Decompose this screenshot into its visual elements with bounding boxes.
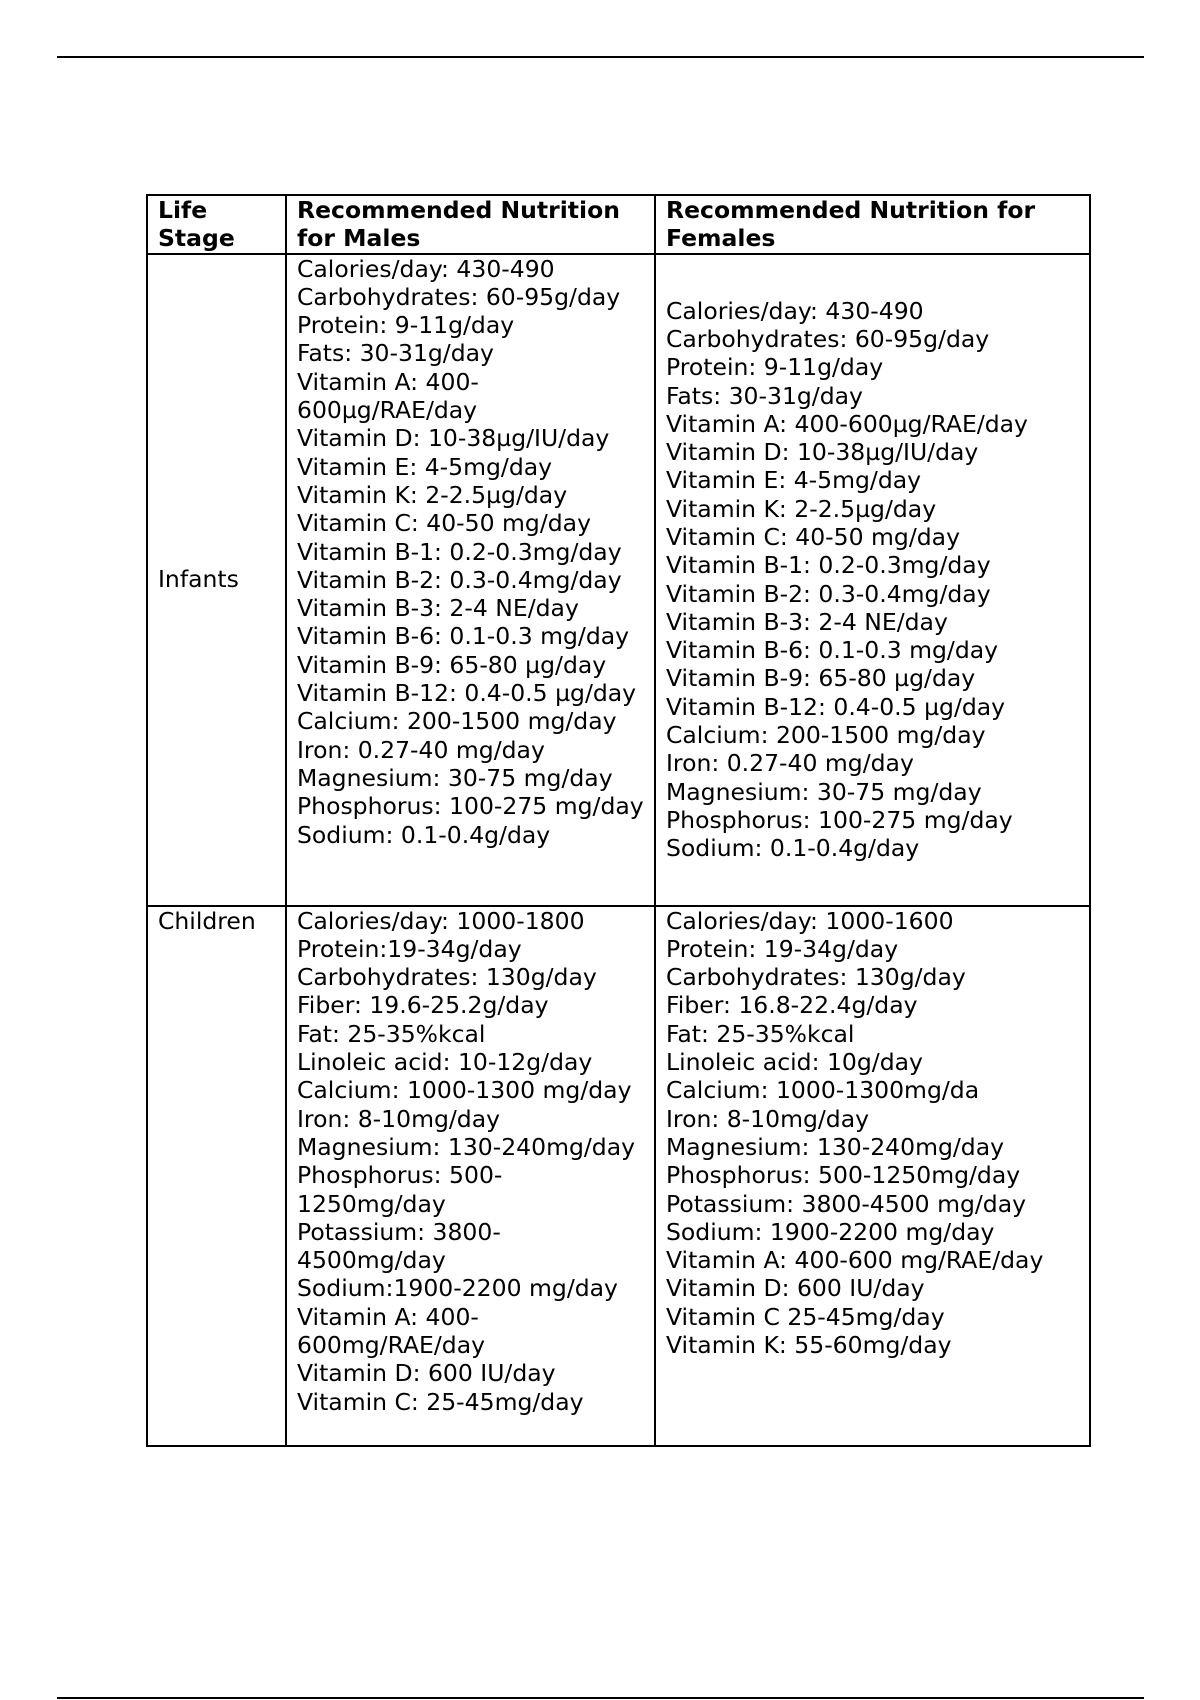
nutrient-line: Vitamin B-2: 0.3-0.4mg/day bbox=[297, 565, 622, 594]
nutrient-line: Linoleic acid: 10-12g/day bbox=[297, 1048, 593, 1077]
nutrient-line: Vitamin K: 55-60mg/day bbox=[666, 1331, 952, 1360]
nutrient-line: Linoleic acid: 10g/day bbox=[666, 1048, 923, 1077]
nutrient-line: Calcium: 200-1500 mg/day bbox=[297, 707, 617, 736]
nutrient-line: Calories/day: 430-490 bbox=[297, 254, 555, 283]
nutrient-line: Vitamin B-12: 0.4-0.5 µg/day bbox=[297, 679, 637, 708]
nutrient-line: Vitamin C: 25-45mg/day bbox=[297, 1387, 584, 1416]
nutrient-line: Phosphorus: 500-1250mg/day bbox=[666, 1161, 1021, 1190]
nutrient-line: Vitamin D: 10-38µg/IU/day bbox=[297, 424, 610, 453]
nutrient-line: Magnesium: 30-75 mg/day bbox=[666, 777, 982, 806]
nutrient-line: Vitamin B-1: 0.2-0.3mg/day bbox=[297, 537, 622, 566]
females-cell-infants bbox=[655, 254, 1090, 906]
nutrient-line: Vitamin A: 400-600µg/RAE/day bbox=[666, 409, 1028, 438]
header-life-stage: Life Stage bbox=[147, 195, 286, 254]
males-cell-infants bbox=[286, 254, 655, 906]
nutrient-line: Iron: 8-10mg/day bbox=[666, 1104, 870, 1133]
nutrient-line: Phosphorus: 100-275 mg/day bbox=[297, 792, 644, 821]
nutrient-line: Vitamin B-3: 2-4 NE/day bbox=[297, 594, 579, 623]
nutrient-line: Protein:19-34g/day bbox=[297, 934, 522, 963]
nutrient-line: Vitamin K: 2-2.5µg/day bbox=[666, 494, 937, 523]
nutrient-line: Vitamin A: 400-600µg/RAE/day bbox=[297, 367, 479, 425]
nutrient-line: Vitamin B-12: 0.4-0.5 µg/day bbox=[666, 692, 1006, 721]
nutrient-line: Protein: 19-34g/day bbox=[666, 934, 899, 963]
nutrient-line: Protein: 9-11g/day bbox=[666, 353, 884, 382]
males-cell-children bbox=[286, 906, 655, 1446]
nutrient-line: Calcium: 200-1500 mg/day bbox=[666, 721, 986, 750]
nutrient-line: Phosphorus: 100-275 mg/day bbox=[666, 805, 1013, 834]
nutrient-line: Iron: 8-10mg/day bbox=[297, 1104, 501, 1133]
nutrient-line: Fat: 25-35%kcal bbox=[297, 1019, 486, 1048]
header-males: Recommended Nutrition for Males bbox=[286, 195, 655, 254]
nutrient-line: Calories/day: 1000-1600 bbox=[666, 906, 954, 935]
nutrient-line: Vitamin B-1: 0.2-0.3mg/day bbox=[666, 551, 991, 580]
nutrient-line: Protein: 9-11g/day bbox=[297, 311, 515, 340]
table-row-infants bbox=[147, 254, 1090, 906]
nutrient-line: Iron: 0.27-40 mg/day bbox=[297, 735, 545, 764]
nutrient-line: Iron: 0.27-40 mg/day bbox=[666, 749, 914, 778]
nutrient-line: Sodium: 0.1-0.4g/day bbox=[297, 820, 551, 849]
nutrient-line: Potassium: 3800-4500 mg/day bbox=[666, 1189, 1027, 1218]
nutrient-line: Vitamin C: 40-50 mg/day bbox=[297, 509, 591, 538]
nutrient-line: Sodium: 1900-2200 mg/day bbox=[666, 1217, 995, 1246]
stage-cell-children: Children bbox=[147, 906, 286, 1446]
nutrient-line: Vitamin B-3: 2-4 NE/day bbox=[666, 607, 948, 636]
nutrient-line: Carbohydrates: 60-95g/day bbox=[297, 282, 621, 311]
nutrient-line: Vitamin A: 400-600 mg/RAE/day bbox=[666, 1246, 1044, 1275]
footer-rule bbox=[57, 1697, 1144, 1699]
nutrient-line: Calories/day: 1000-1800 bbox=[297, 906, 585, 935]
nutrient-line: Vitamin B-9: 65-80 µg/day bbox=[666, 664, 976, 693]
nutrient-line: Vitamin E: 4-5mg/day bbox=[297, 452, 553, 481]
stage-cell-infants: Infants bbox=[147, 254, 286, 906]
nutrient-line: Vitamin B-6: 0.1-0.3 mg/day bbox=[666, 636, 999, 665]
nutrient-line: Magnesium: 130-240mg/day bbox=[297, 1132, 636, 1161]
nutrient-line: Fats: 30-31g/day bbox=[666, 381, 863, 410]
nutrient-line: Carbohydrates: 60-95g/day bbox=[666, 324, 990, 353]
nutrient-line: Sodium: 0.1-0.4g/day bbox=[666, 834, 920, 863]
nutrient-line: Carbohydrates: 130g/day bbox=[297, 963, 597, 992]
table-header-row bbox=[147, 195, 1090, 254]
nutrient-line: Vitamin C: 40-50 mg/day bbox=[666, 523, 960, 551]
nutrient-line: Vitamin D: 10-38µg/IU/day bbox=[666, 438, 979, 467]
females-cell-children bbox=[655, 906, 1090, 1446]
nutrient-line: Fat: 25-35%kcal bbox=[666, 1019, 855, 1048]
nutrient-line: Calories/day: 430-490 bbox=[666, 296, 924, 325]
nutrient-line: Vitamin B-2: 0.3-0.4mg/day bbox=[666, 579, 991, 608]
nutrient-line: Sodium:1900-2200 mg/day bbox=[297, 1274, 618, 1303]
nutrient-line: Phosphorus: 500-1250mg/day bbox=[297, 1161, 503, 1218]
header-rule bbox=[57, 56, 1144, 58]
nutrient-line: Vitamin B-6: 0.1-0.3 mg/day bbox=[297, 622, 630, 651]
nutrient-line: Potassium: 3800-4500mg/day bbox=[297, 1217, 501, 1275]
nutrient-line: Calcium: 1000-1300 mg/day bbox=[297, 1076, 632, 1105]
table-row-children bbox=[147, 906, 1090, 1446]
nutrient-line: Vitamin A: 400-600mg/RAE/day bbox=[297, 1302, 486, 1360]
nutrient-line: Vitamin D: 600 IU/day bbox=[297, 1359, 556, 1388]
nutrient-line: Vitamin E: 4-5mg/day bbox=[666, 466, 922, 495]
nutrient-line: Magnesium: 30-75 mg/day bbox=[297, 763, 613, 792]
nutrient-line: Vitamin K: 2-2.5µg/day bbox=[297, 480, 568, 509]
nutrition-table bbox=[146, 194, 1091, 1447]
nutrient-line: Magnesium: 130-240mg/day bbox=[666, 1132, 1005, 1161]
nutrient-line: Vitamin C 25-45mg/day bbox=[666, 1302, 945, 1331]
nutrient-line: Carbohydrates: 130g/day bbox=[666, 963, 966, 992]
header-females: Recommended Nutrition for Females bbox=[655, 195, 1090, 254]
nutrient-line: Vitamin D: 600 IU/day bbox=[666, 1274, 925, 1303]
nutrient-line: Fiber: 19.6-25.2g/day bbox=[297, 991, 549, 1020]
nutrient-line: Fats: 30-31g/day bbox=[297, 339, 494, 368]
nutrient-line: Vitamin B-9: 65-80 µg/day bbox=[297, 650, 607, 679]
nutrient-line: Calcium: 1000-1300mg/da bbox=[666, 1076, 980, 1105]
nutrient-line: Fiber: 16.8-22.4g/day bbox=[666, 991, 918, 1020]
